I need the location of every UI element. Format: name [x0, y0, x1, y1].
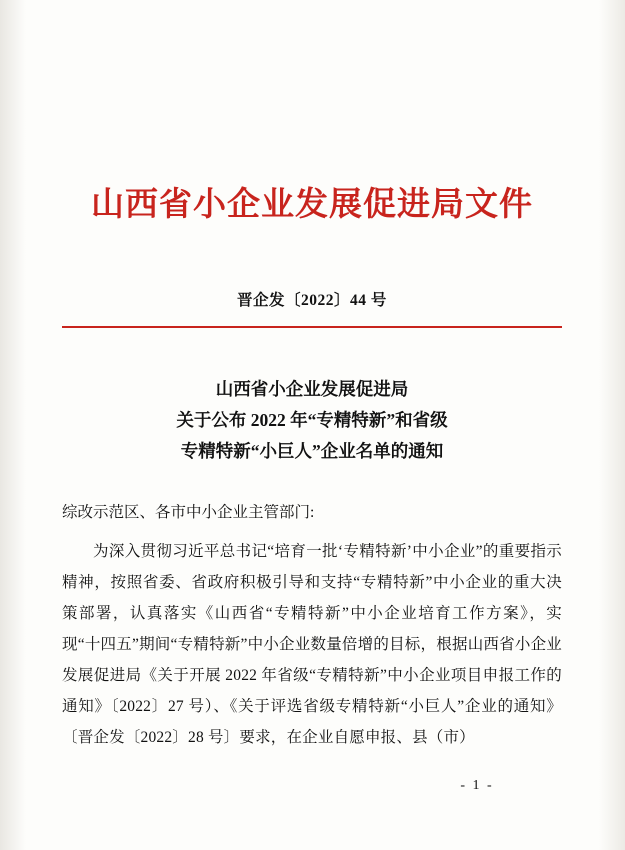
page-number-label: - 1 -: [460, 778, 494, 793]
body-paragraph: 为深入贯彻习近平总书记“培育一批‘专精特新’中小企业”的重要指示精神，按照省委、省政府积极引导和支持“专精特新”中小企业的重大决策部署，认真落实《山西省“专精特新”中小企业培育工作方案》，实现“十四五”期间“专精特新”中小企业数量倍增的目标，根据山西省小企业发展促进局《关于开展 2022 年省级“专精特新”中小企业项目申报工作的通知》〔2022〕27 号）、《关于评选省级专精特新“小巨人”企业的通知》〔晋企发〔2022〕28 号〕要求，在企业自愿申报、县（市）: [62, 542, 562, 746]
document-title: 山西省小企业发展促进局文件: [91, 187, 533, 223]
body-text: [62, 536, 562, 753]
notice-heading-line-3: 专精特新“小巨人”企业名单的通知: [180, 440, 444, 461]
notice-heading-line-2: 关于公布 2022 年“专精特新”和省级: [176, 409, 448, 430]
notice-heading: [62, 374, 562, 467]
document-number: 晋企发〔2022〕44 号: [237, 291, 387, 309]
salutation: 综改示范区、各市中小企业主管部门:: [62, 504, 315, 522]
page-number: [62, 778, 562, 794]
red-divider-rule: [62, 326, 562, 328]
notice-heading-line-1: 山西省小企业发展促进局: [215, 378, 409, 399]
document-content: [62, 0, 562, 850]
